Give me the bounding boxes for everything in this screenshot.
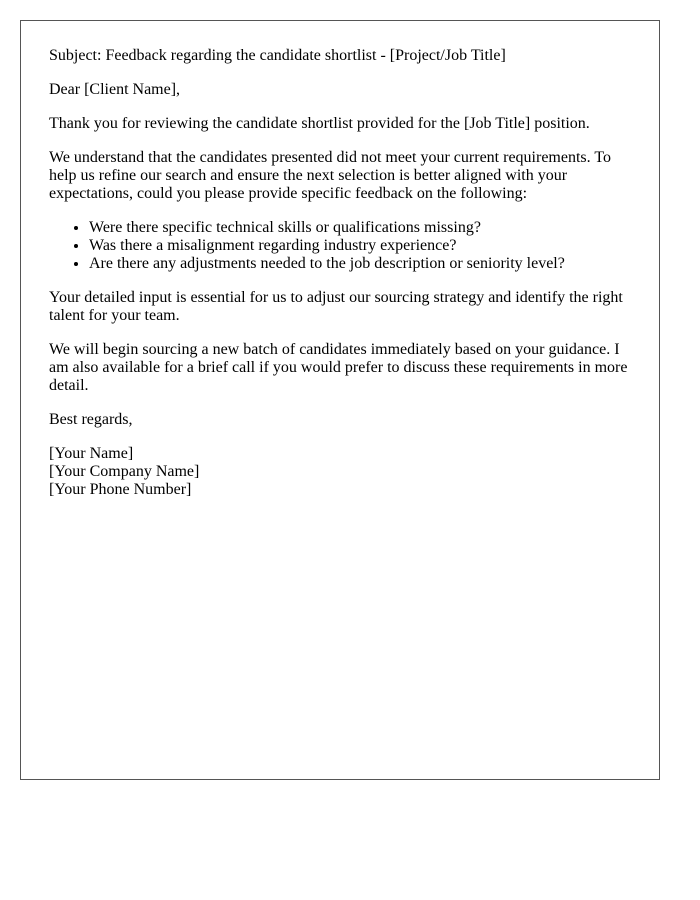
signature-phone: [Your Phone Number] [49, 481, 192, 498]
signature-company: [Your Company Name] [49, 463, 200, 480]
list-item: • Was there a misalignment regarding industry experience? [89, 237, 631, 255]
signature-block [49, 445, 631, 499]
list-item: • Were there specific technical skills or qualifications missing? [89, 219, 631, 237]
subject-line: Subject: Feedback regarding the candidate shortlist - [Project/Job Title] [49, 47, 506, 64]
next-steps-paragraph: We will begin sourcing a new batch of candidates immediately based on your guidance. I am also available for a brief call if you would prefer to discuss these requirements in more detail. [49, 341, 628, 394]
importance-paragraph: Your detailed input is essential for us to adjust our sourcing strategy and identify the right talent for your team. [49, 289, 623, 324]
request-paragraph: We understand that the candidates presented did not meet your current requirements. To help us refine our search and ensure the next selection is better aligned with your expectations, could you please provide specific feedback on the following: [49, 149, 611, 202]
letter-page [20, 20, 660, 780]
salutation: Dear [Client Name], [49, 81, 181, 98]
list-item: • Are there any adjustments needed to the job description or seniority level? [89, 255, 631, 273]
feedback-question-list [49, 219, 631, 273]
intro-paragraph: Thank you for reviewing the candidate shortlist provided for the [Job Title] position. [49, 115, 590, 132]
signature-name: [Your Name] [49, 445, 134, 462]
closing: Best regards, [49, 411, 133, 428]
